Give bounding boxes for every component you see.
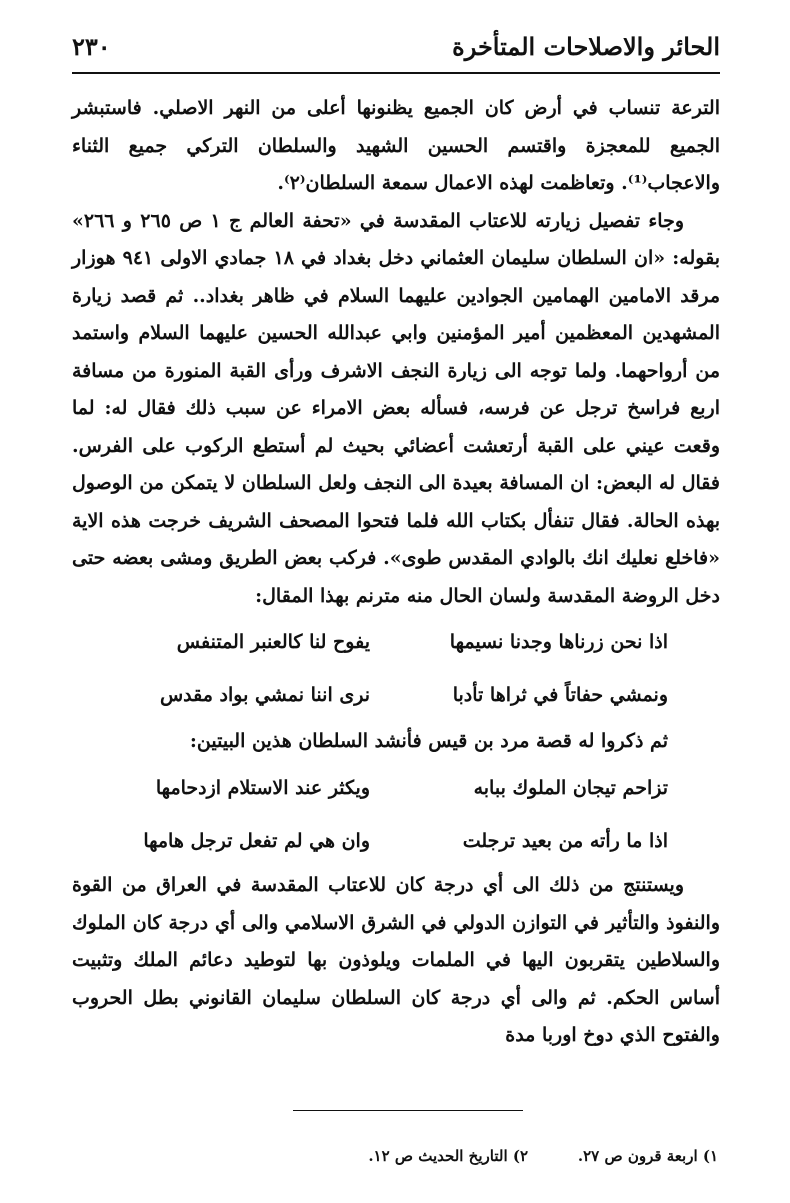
verse — [72, 615, 720, 668]
verse — [72, 668, 720, 721]
footnote-divider — [293, 1110, 523, 1111]
page-number: ٢٣٠ — [72, 31, 111, 61]
poem-2 — [72, 761, 720, 867]
paragraph-3: ويستنتج من ذلك الى أي درجة كان للاعتاب المقدسة في العراق من القوة والنفوذ والتأثير في التوازن الدولي في الشرق الاسلامي والى أي درجة كان الملوك والسلاطين يتقربون اليها في الملمات ويلوذون بها لتوطيد دعائم الملك وتثبيت أساس الحكم. ثم والى أي درجة كان السلطان سليمان القانوني بطل الحروب والفتوح الذي دوخ اوربا مدة — [72, 874, 720, 1046]
verse-first-hemistich: اذا نحن زرناها وجدنا نسيمها — [449, 630, 668, 653]
footnote-1: ١) اربعة قرون ص ٢٧. — [577, 1147, 718, 1165]
verse-second-hemistich: نرى اننا نمشي بواد مقدس — [159, 683, 370, 706]
page-body — [72, 90, 720, 1055]
header-divider — [72, 72, 720, 74]
verse-second-hemistich: وان هي لم تفعل ترجل هامها — [143, 829, 370, 852]
verse — [72, 761, 720, 814]
poem-1 — [72, 615, 720, 721]
footnotes — [70, 1147, 718, 1165]
page-header — [72, 22, 720, 70]
poem-2-intro: ثم ذكروا له قصة مرد بن قيس فأنشد السلطان هذين البيتين: — [189, 730, 668, 752]
footnote-2: ٢) التاريخ الحديث ص ١٢. — [368, 1147, 528, 1165]
verse-first-hemistich: ونمشي حفاتاً في ثراها تأدبا — [452, 683, 668, 706]
verse-first-hemistich: اذا ما رأته من بعيد ترجلت — [462, 829, 668, 852]
running-title: الحائر والاصلاحات المتأخرة — [452, 31, 720, 61]
verse-first-hemistich: تزاحم تيجان الملوك ببابه — [473, 776, 668, 799]
paragraph-1: الترعة تنساب في أرض كان الجميع يظنونها أعلى من النهر الاصلي. فاستبشر الجميع للمعجزة واقتسم الحسين الشهيد والسلطان التركي جميع الثناء والاعجاب⁽¹⁾. وتعاظمت لهذه الاعمال سمعة السلطان⁽٢⁾. — [72, 97, 720, 194]
verse-second-hemistich: يفوح لنا كالعنبر المتنفس — [176, 630, 370, 653]
paragraph-2: وجاء تفصيل زيارته للاعتاب المقدسة في «تحفة العالم ج ١ ص ٢٦٥ و ٢٦٦» بقوله: «ان السلطان سليمان العثماني دخل بغداد في ١٨ جمادي الاولى ٩٤١ هوزار مرقد الامامين الهمامين الجوادين عليهما السلام في ظاهر بغداد.. ثم قصد زيارة المشهدين المعظمين أمير المؤمنين وابي عبدالله الحسين عليهما السلام واستمد من أرواحهما. ولما توجه الى زيارة النجف الاشرف ورأى القبة المنورة من مسافة اربع فراسخ ترجل عن فرسه، فسأله بعض الامراء عن سبب ذلك فقال له: لما وقعت عيني على القبة أرتعشت أعضائي بحيث لم أستطع الركوب على الفرس. فقال له البعض: ان المسافة بعيدة الى النجف ولعل السلطان لا يتمكن من الوصول بهذه الحالة. فقال تنفأل بكتاب الله فلما فتحوا المصحف الشريف خرجت هذه الاية «فاخلع نعليك انك بالوادي المقدس طوى». فركب بعض الطريق ومشى بعضه حتى دخل الروضة المقدسة ولسان الحال منه مترنم بهذا المقال: — [72, 209, 720, 607]
verse-second-hemistich: ويكثر عند الاستلام ازدحامها — [155, 776, 370, 799]
verse — [72, 814, 720, 867]
